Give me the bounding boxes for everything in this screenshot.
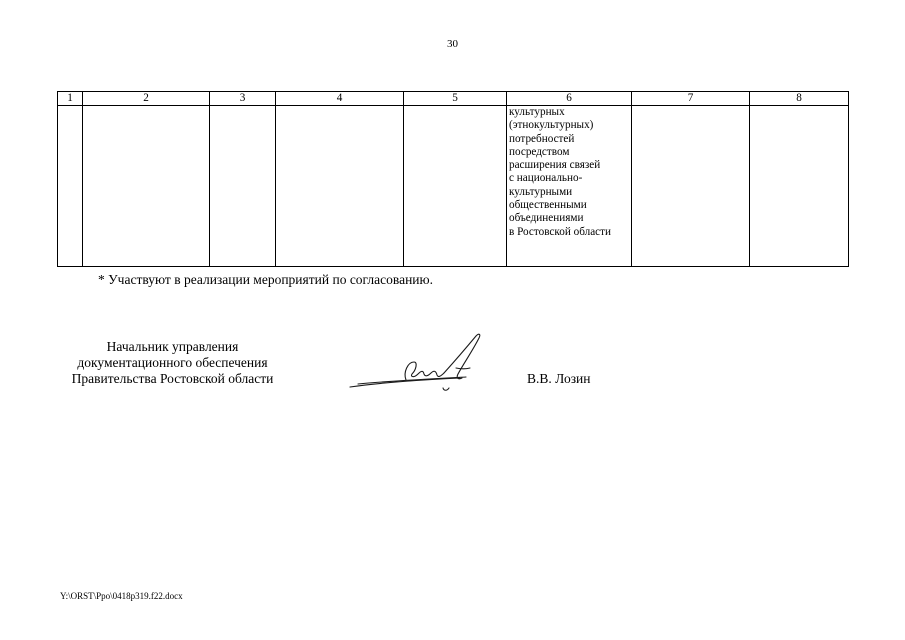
- column-header: 3: [210, 92, 276, 106]
- file-path: Y:\ORST\Ppo\0418p319.f22.docx: [60, 591, 183, 601]
- table-cell: [632, 106, 750, 267]
- measures-table: [57, 91, 849, 267]
- table-cell: [83, 106, 210, 267]
- column-header: 6: [507, 92, 632, 106]
- column-header: 8: [750, 92, 849, 106]
- column-header: 7: [632, 92, 750, 106]
- signer-name: В.В. Лозин: [527, 371, 591, 386]
- signatory-title: [55, 339, 290, 387]
- column-header: 4: [276, 92, 404, 106]
- handwritten-signature: [348, 328, 498, 396]
- signatory-title-line: документационного обеспечения: [77, 355, 268, 370]
- column-header: 2: [83, 92, 210, 106]
- table-cell: [210, 106, 276, 267]
- column-header: 5: [404, 92, 507, 106]
- table-cell: [507, 106, 632, 267]
- column-header: 1: [58, 92, 83, 106]
- page-number: 30: [447, 38, 458, 50]
- table-row: [58, 106, 849, 267]
- footnote: * Участвуют в реализации мероприятий по согласованию.: [98, 272, 433, 287]
- table-cell: [58, 106, 83, 267]
- signatory-title-line: Начальник управления: [106, 339, 239, 354]
- table-cell: [276, 106, 404, 267]
- measure-description: культурных (этнокультурных) потребностей посредством расширения связей с национально- культурными общественными объединениями в Ростовской области: [509, 106, 612, 238]
- table-header-row: [58, 92, 849, 106]
- table-cell: [404, 106, 507, 267]
- table-cell: [750, 106, 849, 267]
- signatory-title-line: Правительства Ростовской области: [71, 371, 274, 386]
